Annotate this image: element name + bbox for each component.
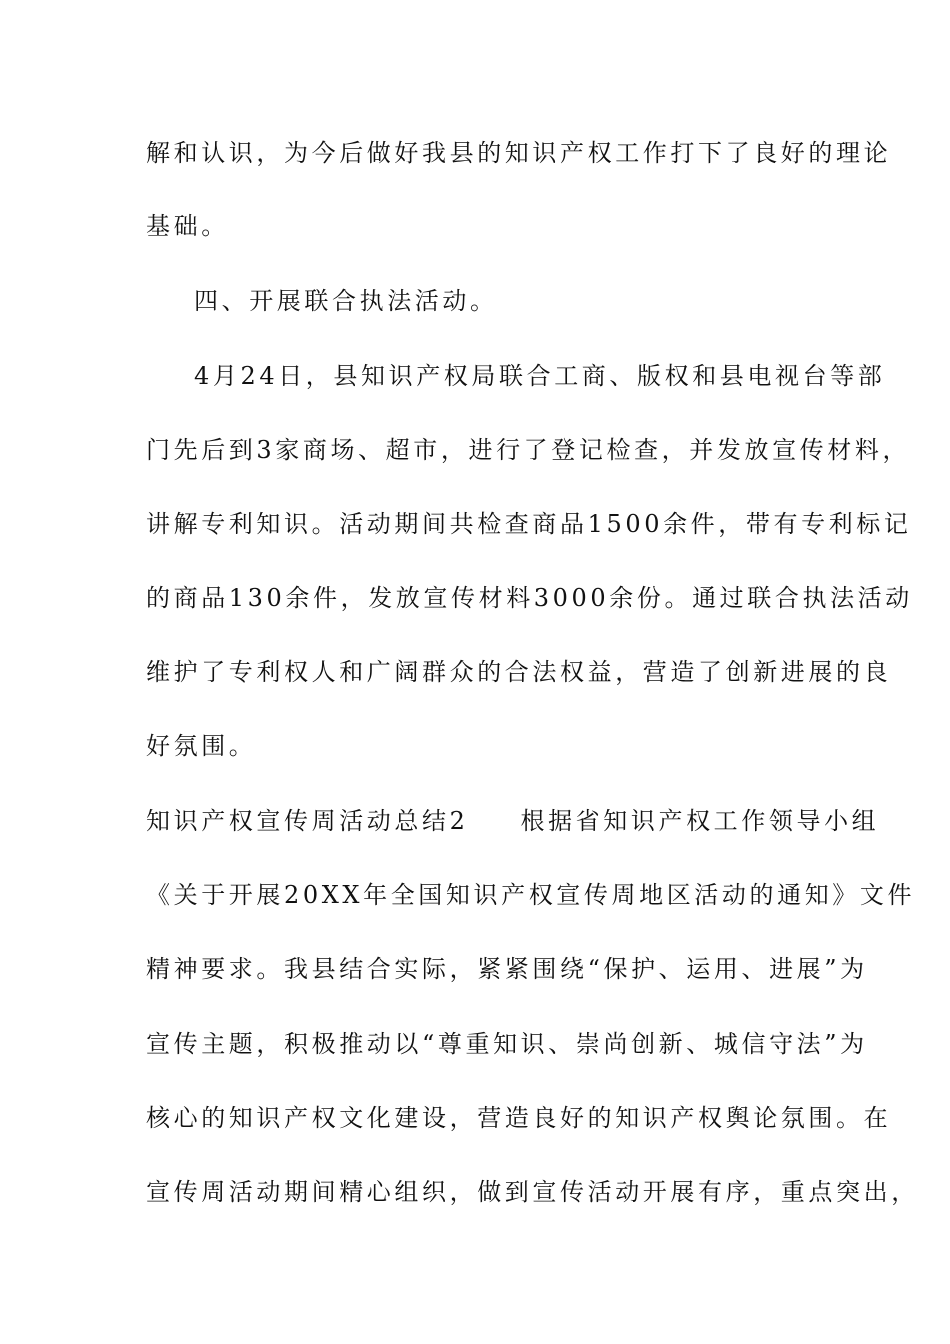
paragraph-line: 好氛围。 — [146, 732, 257, 760]
paragraph-line: 解和认识，为今后做好我县的知识产权工作打下了良好的理论 — [146, 139, 892, 167]
section-title: 知识产权宣传周活动总结2 — [146, 807, 469, 835]
paragraph-line: 门先后到3家商场、超市，进行了登记检查，并发放宣传材料， — [146, 436, 911, 464]
title-line — [146, 806, 880, 836]
paragraph-line: 基础。 — [146, 212, 229, 240]
paragraph-line: 精神要求。我县结合实际，紧紧围绕“保护、运用、进展”为 — [146, 955, 868, 983]
paragraph-line: 核心的知识产权文化建设，营造良好的知识产权舆论氛围。在 — [146, 1104, 892, 1132]
paragraph-line: 宣传主题，积极推动以“尊重知识、崇尚创新、城信守法”为 — [146, 1030, 868, 1058]
paragraph-line: 宣传周活动期间精心组织，做到宣传活动开展有序，重点突出， — [146, 1178, 919, 1206]
section-heading: 四、开展联合执法活动。 — [194, 287, 498, 315]
paragraph-start: 根据省知识产权工作领导小组 — [520, 807, 880, 835]
paragraph-line: 的商品130余件，发放宣传材料3000余份。通过联合执法活动 — [146, 584, 913, 612]
paragraph-line: 讲解专利知识。活动期间共检查商品1500余件，带有专利标记 — [146, 510, 912, 538]
paragraph-line: 维护了专利权人和广阔群众的合法权益，营造了创新进展的良 — [146, 658, 892, 686]
paragraph-line: 4月24日，县知识产权局联合工商、版权和县电视台等部 — [194, 362, 886, 390]
paragraph-line: 《关于开展20XX年全国知识产权宣传周地区活动的通知》文件 — [146, 881, 916, 909]
